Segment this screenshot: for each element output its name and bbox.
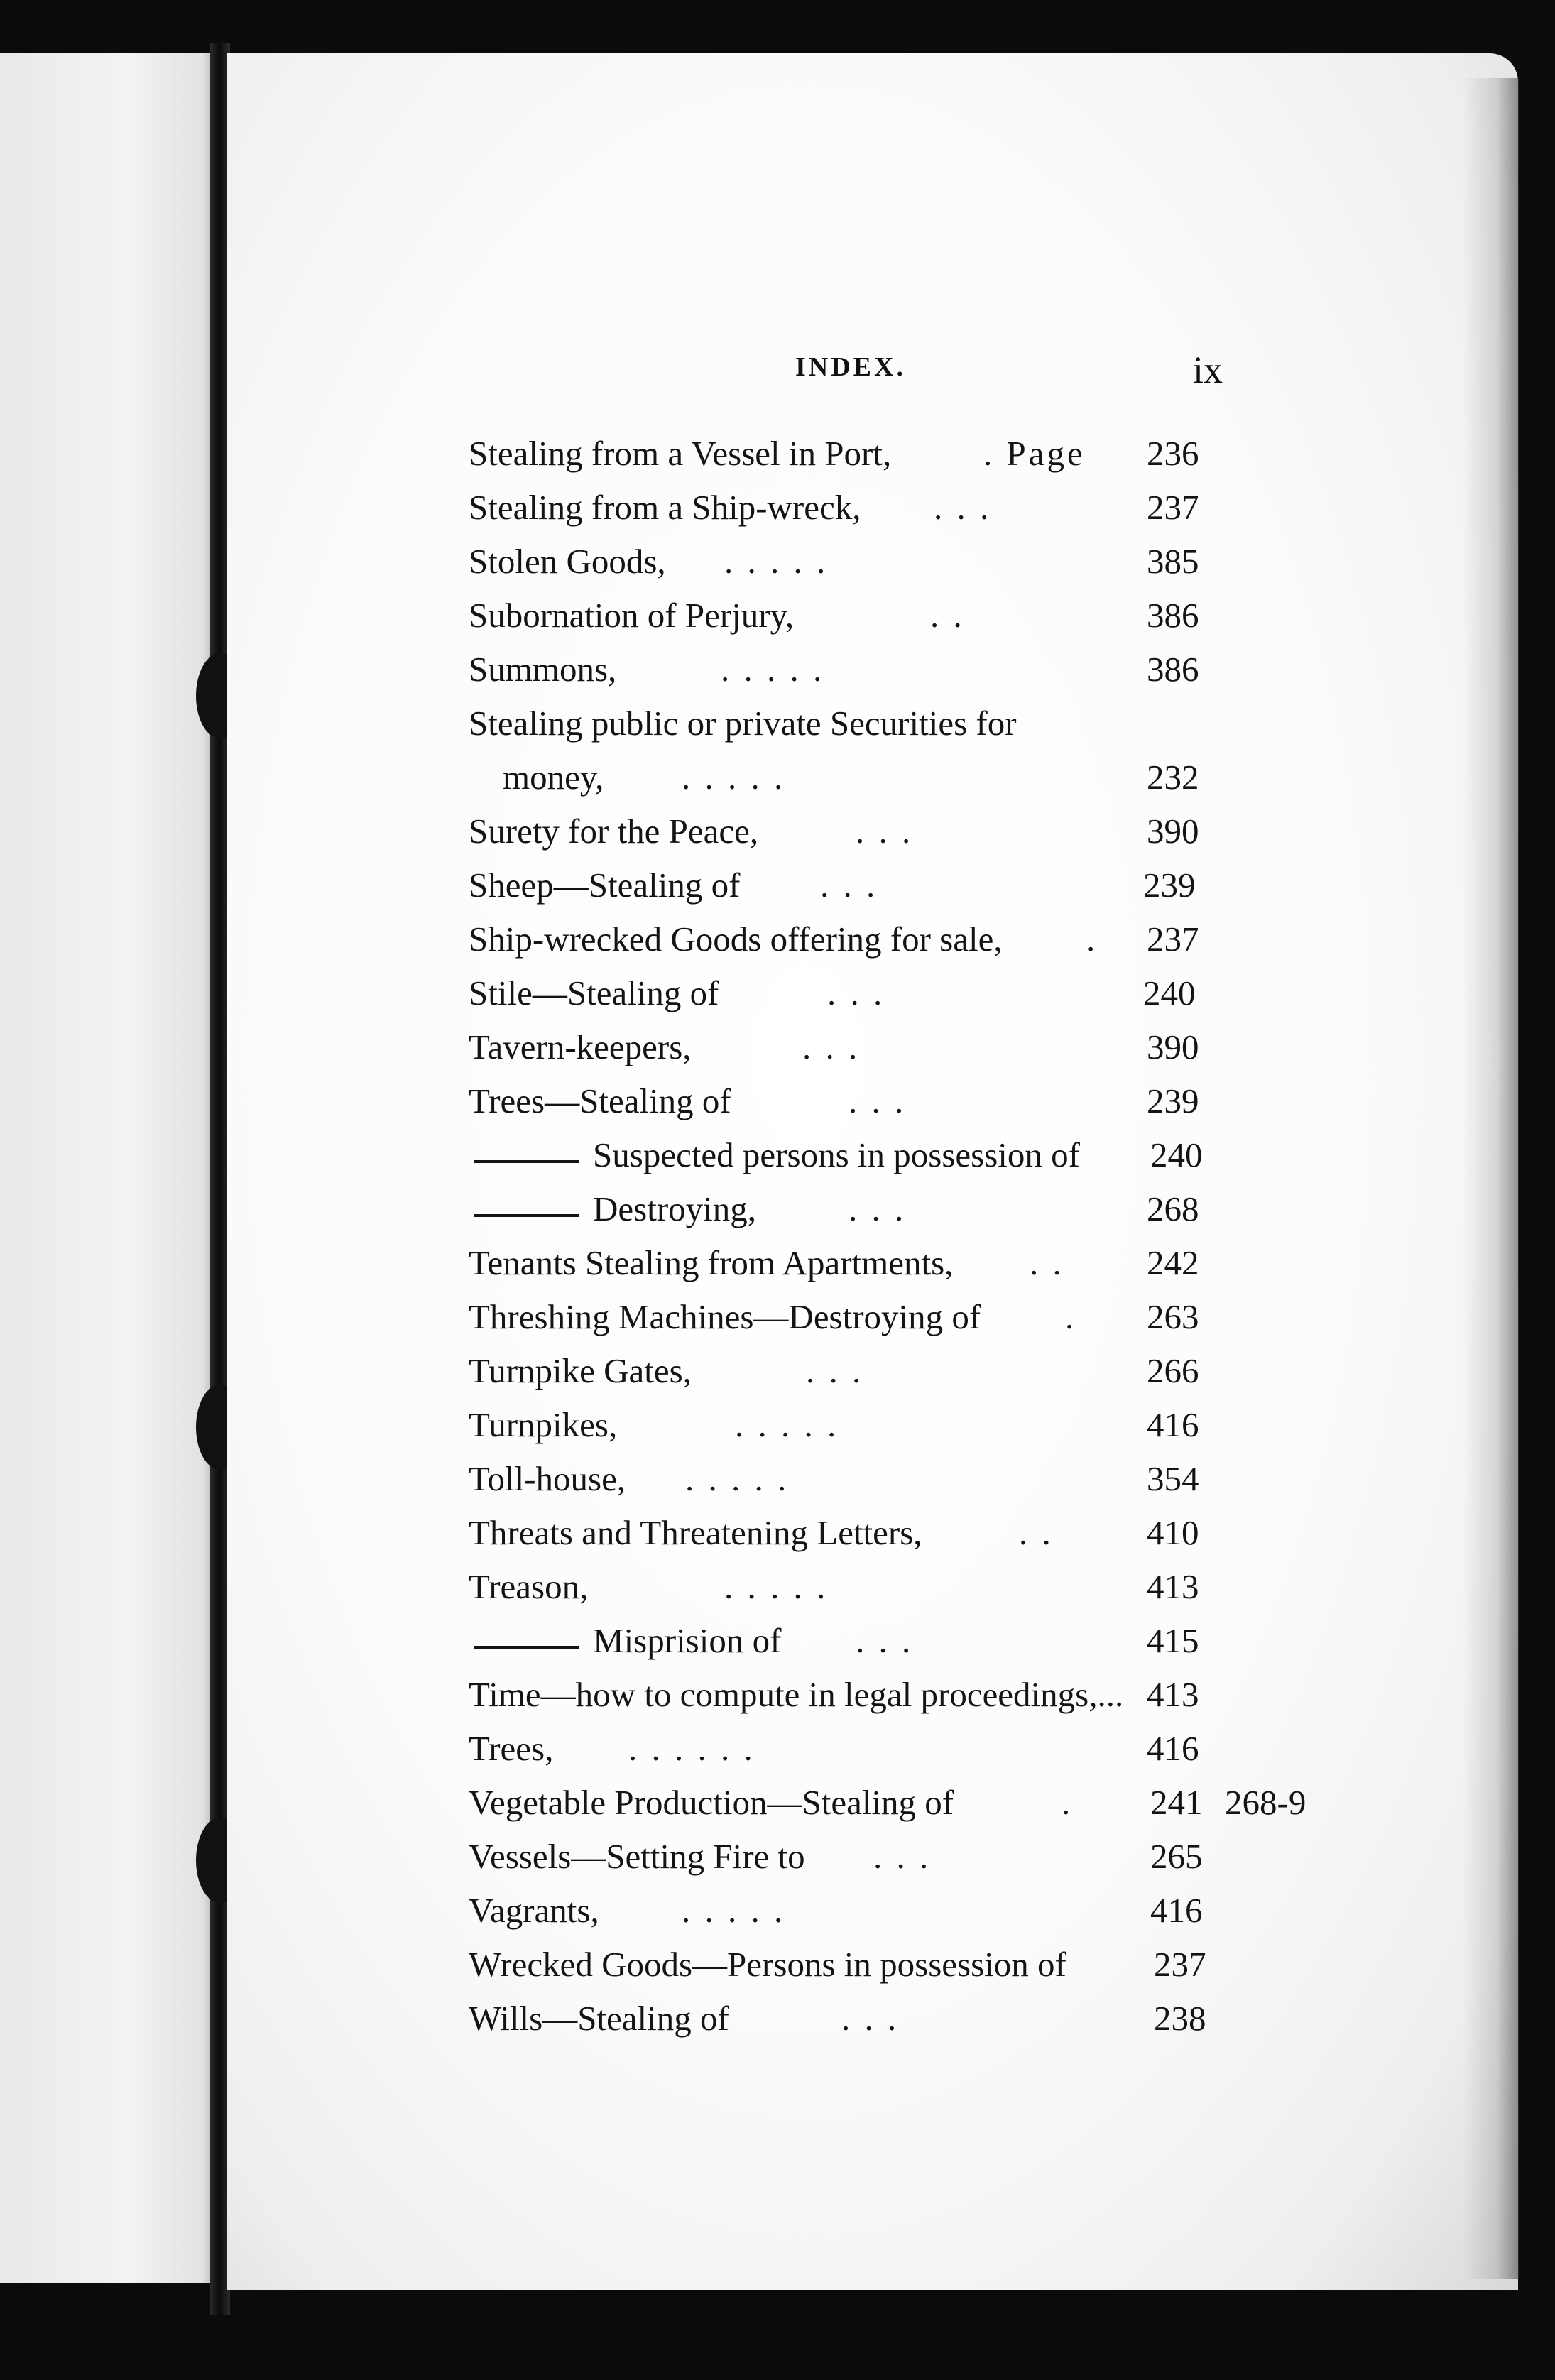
entry-leader: . . . — [827, 973, 885, 1012]
entry-page: 385 — [1147, 542, 1199, 581]
index-entry — [469, 1458, 1214, 1508]
index-entry — [469, 1135, 1214, 1184]
entry-label: Wrecked Goods—Persons in possession of — [469, 1945, 1066, 1984]
entry-leader: . . . . . — [685, 1459, 790, 1498]
index-entry — [469, 757, 1214, 807]
entry-label: Stile—Stealing of — [469, 973, 719, 1012]
entry-label: Trees—Stealing of — [469, 1081, 731, 1120]
entry-label: Suspected persons in possession of — [593, 1135, 1080, 1174]
entry-page: 239 — [1143, 866, 1196, 905]
entry-label: Stealing from a Vessel in Port, — [469, 434, 892, 473]
entry-label: money, — [503, 758, 604, 797]
entry-page: 390 — [1147, 812, 1199, 851]
index-entry — [469, 1620, 1214, 1670]
index-entry — [469, 973, 1214, 1022]
index-entry — [469, 1782, 1306, 1832]
index-entry — [469, 1189, 1214, 1238]
entry-leader: . — [1065, 1297, 1077, 1336]
entry-page: 237 — [1147, 919, 1199, 959]
entry-page: 232 — [1147, 758, 1199, 797]
entry-label: Vessels—Setting Fire to — [469, 1837, 805, 1876]
entry-page: 413 — [1147, 1675, 1199, 1714]
entry-page: 238 — [1154, 1999, 1206, 2038]
entry-page: 415 — [1147, 1621, 1199, 1660]
entry-label: Destroying, — [593, 1189, 756, 1228]
index-entry — [469, 433, 1214, 483]
entry-label: Wills—Stealing of — [469, 1999, 729, 2038]
entry-label: Toll-house, — [469, 1459, 626, 1498]
entry-page: 390 — [1147, 1027, 1199, 1066]
entry-leader: . . . . . — [724, 1567, 829, 1606]
entry-label: Stealing from a Ship-wreck, — [469, 488, 861, 527]
entry-leader: . . . . . — [724, 542, 829, 581]
entry-leader: . . — [1019, 1513, 1054, 1552]
entry-leader: . . . — [806, 1351, 864, 1390]
entry-page: 237 — [1154, 1945, 1206, 1984]
entry-page: 240 — [1150, 1135, 1203, 1174]
ditto-dash — [474, 1160, 579, 1163]
entry-leader: . Page — [983, 434, 1086, 473]
entry-label: Misprision of — [593, 1621, 782, 1660]
index-entry — [469, 1512, 1214, 1562]
entry-page: 268 — [1147, 1189, 1199, 1228]
index-entry — [469, 541, 1214, 591]
index-entry — [469, 1944, 1214, 1994]
index-entry — [469, 1998, 1214, 2048]
entry-page: 410 — [1147, 1513, 1199, 1552]
entry-label: Sheep—Stealing of — [469, 866, 741, 905]
entry-label: Tavern-keepers, — [469, 1027, 692, 1066]
entry-label: Threshing Machines—Destroying of — [469, 1297, 981, 1336]
ditto-dash — [474, 1646, 579, 1649]
index-entry — [469, 1728, 1214, 1778]
entry-leader: . . . . . — [721, 650, 825, 689]
running-header: INDEX. — [795, 352, 906, 382]
entry-page: 386 — [1147, 596, 1199, 635]
entry-page: 416 — [1150, 1891, 1203, 1930]
index-entry — [469, 1027, 1214, 1076]
entry-leader: . . . . . — [682, 758, 786, 797]
entry-label: Vegetable Production—Stealing of — [469, 1783, 954, 1822]
entry-leader: . — [1062, 1783, 1074, 1822]
entry-leader: . . . — [849, 1081, 907, 1120]
entry-leader: . . . — [802, 1027, 861, 1066]
entry-label: Stealing public or private Securities for — [469, 704, 1017, 743]
entry-label: Time—how to compute in legal proceedings,... — [469, 1675, 1124, 1714]
entry-label: Surety for the Peace, — [469, 812, 759, 851]
index-entry — [469, 865, 1214, 915]
entry-page: 263 — [1147, 1297, 1199, 1336]
entry-page: 237 — [1147, 488, 1199, 527]
entry-leader: . . . — [849, 1189, 907, 1228]
index-entry — [469, 487, 1214, 537]
entry-label: Summons, — [469, 650, 617, 689]
entry-leader: . . . — [856, 1621, 914, 1660]
index-entry — [469, 1297, 1214, 1346]
entry-page: 266 — [1147, 1351, 1199, 1390]
entry-page: 240 — [1143, 973, 1196, 1012]
index-entry — [469, 703, 1214, 753]
entry-page: 265 — [1150, 1837, 1203, 1876]
entry-label: Threats and Threatening Letters, — [469, 1513, 922, 1552]
index-entry — [469, 649, 1214, 699]
index-entry — [469, 811, 1214, 861]
index-entry — [469, 1350, 1214, 1400]
index-entry — [469, 1674, 1214, 1724]
entry-leader: . . . — [856, 812, 914, 851]
index-entry — [469, 1836, 1214, 1886]
entry-label: Ship-wrecked Goods offering for sale, — [469, 919, 1003, 959]
entry-extra-page: 268-9 — [1225, 1783, 1306, 1822]
index-entry — [469, 919, 1214, 968]
entry-leader: . . . . . — [682, 1891, 786, 1930]
entry-page: 241 — [1150, 1783, 1203, 1822]
entry-leader: . . — [1030, 1243, 1064, 1282]
entry-leader: . . . . . — [735, 1405, 839, 1444]
entry-label: Subornation of Perjury, — [469, 596, 795, 635]
entry-label: Turnpikes, — [469, 1405, 618, 1444]
entry-page: 354 — [1147, 1459, 1199, 1498]
entry-label: Stolen Goods, — [469, 542, 666, 581]
entry-page: 416 — [1147, 1729, 1199, 1768]
index-entry — [469, 595, 1214, 645]
index-entry — [469, 1566, 1214, 1616]
entry-label: Tenants Stealing from Apartments, — [469, 1243, 954, 1282]
page-folio: ix — [1193, 349, 1223, 391]
entry-leader: . . . . . . — [628, 1729, 755, 1768]
entry-leader: . . . — [841, 1999, 900, 2038]
index-entry — [469, 1890, 1214, 1940]
entry-leader: . . . — [873, 1837, 932, 1876]
entry-leader: . — [1086, 919, 1098, 959]
entry-label: Vagrants, — [469, 1891, 599, 1930]
entry-leader: . . . — [934, 488, 992, 527]
entry-page: 416 — [1147, 1405, 1199, 1444]
index-entry — [469, 1404, 1214, 1454]
entry-page: 239 — [1147, 1081, 1199, 1120]
index-entry — [469, 1081, 1214, 1130]
ditto-dash — [474, 1214, 579, 1217]
entry-page: 236 — [1147, 434, 1199, 473]
entry-label: Trees, — [469, 1729, 554, 1768]
entry-leader: . . . — [820, 866, 878, 905]
entry-page: 386 — [1147, 650, 1199, 689]
entry-leader: . . — [930, 596, 965, 635]
index-entry — [469, 1243, 1214, 1292]
entry-label: Treason, — [469, 1567, 589, 1606]
entry-page: 413 — [1147, 1567, 1199, 1606]
entry-label: Turnpike Gates, — [469, 1351, 692, 1390]
entry-page: 242 — [1147, 1243, 1199, 1282]
